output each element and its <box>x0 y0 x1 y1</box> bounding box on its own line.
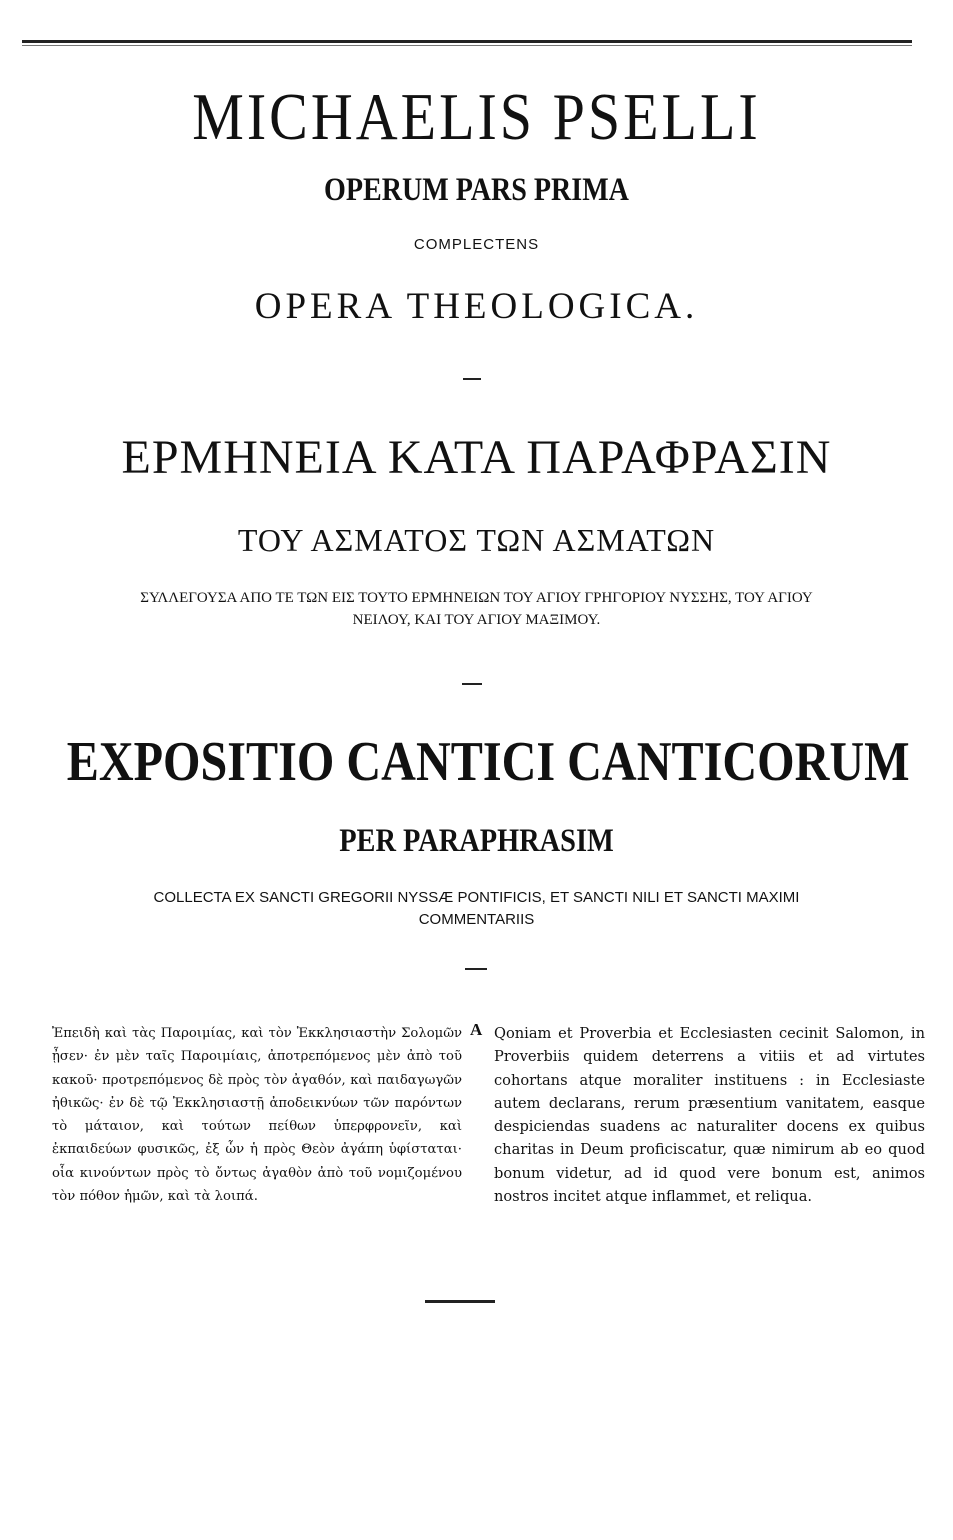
section-marker: A <box>470 1020 483 1039</box>
opera-title: OPERA THEOLOGICA. <box>254 286 699 327</box>
complectens-label: COMPLECTENS <box>413 236 540 253</box>
latin-title-line2: PER PARAPHRASIM <box>339 823 614 859</box>
greek-text-column: Ἐπειδὴ καὶ τὰς Παροιμίας, καὶ τὸν Ἐκκλησιαστὴν Σολομῶν ᾖσεν· ἐν μὲν ταῖς Παροιμίαις, ἀποτρεπόμενος μὲν ἀπὸ τοῦ κακοῦ· προτρεπόμενος δὲ πρὸς τὸν ἀγαθόν, καὶ παιδαγωγῶν ἠθικῶς· ἐν δὲ τῷ Ἐκκλησιαστῇ ἀποδεικνύων τῶν παρόντων τὸ μάταιον, καὶ τούτων πείθων ὑπερφρονεῖν, καὶ ἐκπαιδεύων φυσικῶς, ἐξ ὧν ἡ πρὸς Θεὸν ἀγάπη ὑφίσταται· οἷα κινούντων πρὸς τὸ ὄντως ἀγαθὸν ἀπὸ τοῦ νομιζομένου τὸν πόθον ἡμῶν, καὶ τὰ λοιπά. <box>52 1026 462 1205</box>
latin-subtitle-line2: COMMENTARIIS <box>418 911 535 928</box>
top-rule-thin <box>22 45 912 46</box>
greek-subtitle-line2: ΝΕΙΛΟΥ, ΚΑΙ ΤΟΥ ΑΓΙΟΥ ΜΑΞΙΜΟΥ. <box>352 612 601 628</box>
latin-title-line1: EXPOSITIO CANTICI CANTICORUM <box>66 731 910 793</box>
latin-text-column: Qoniam et Proverbia et Ecclesiasten cecinit Salomon, in Proverbiis quidem deterrens a vitiis et ad virtutes cohortans atque moraliter instituens : in Ecclesiaste autem declarans, rerum præsentium vanitatem, easque despiciendas suadens ac naturaliter docens ex quibus charitas in Deum proficiscatur, quæ nimirum ab eo quod bonum videtur, ad id quod vere bonum est, animos nostros incitet atque inflammet, et reliqua. <box>494 1025 925 1206</box>
latin-subtitle-line1: COLLECTA EX SANCTI GREGORII NYSSÆ PONTIFICIS, ET SANCTI NILI ET SANCTI MAXIMI <box>153 889 800 906</box>
bottom-rule <box>425 1300 495 1303</box>
author-title: MICHAELIS PSELLI <box>192 79 761 154</box>
greek-title-line2: ΤΟΥ ΑΣΜΑΤΟΣ ΤΩΝ ΑΣΜΑΤΩΝ <box>237 522 716 558</box>
greek-title-line1: ΕΡΜΗΝΕΙΑ ΚΑΤΑ ΠΑΡΑΦΡΑΣΙΝ <box>121 431 832 484</box>
divider <box>462 683 482 685</box>
greek-subtitle-line1: ΣΥΛΛΕΓΟΥΣΑ ΑΠΟ ΤΕ ΤΩΝ ΕΙΣ ΤΟΥΤΟ ΕΡΜΗΝΕΙΩΝ ΤΟΥ ΑΓΙΟΥ ΓΡΗΓΟΡΙΟΥ ΝΥΣΣΗΣ, ΤΟΥ ΑΓΙΟΥ <box>140 590 813 606</box>
top-rule <box>22 40 912 43</box>
divider <box>463 378 481 380</box>
part-title: OPERUM PARS PRIMA <box>324 172 629 208</box>
divider <box>465 968 487 970</box>
